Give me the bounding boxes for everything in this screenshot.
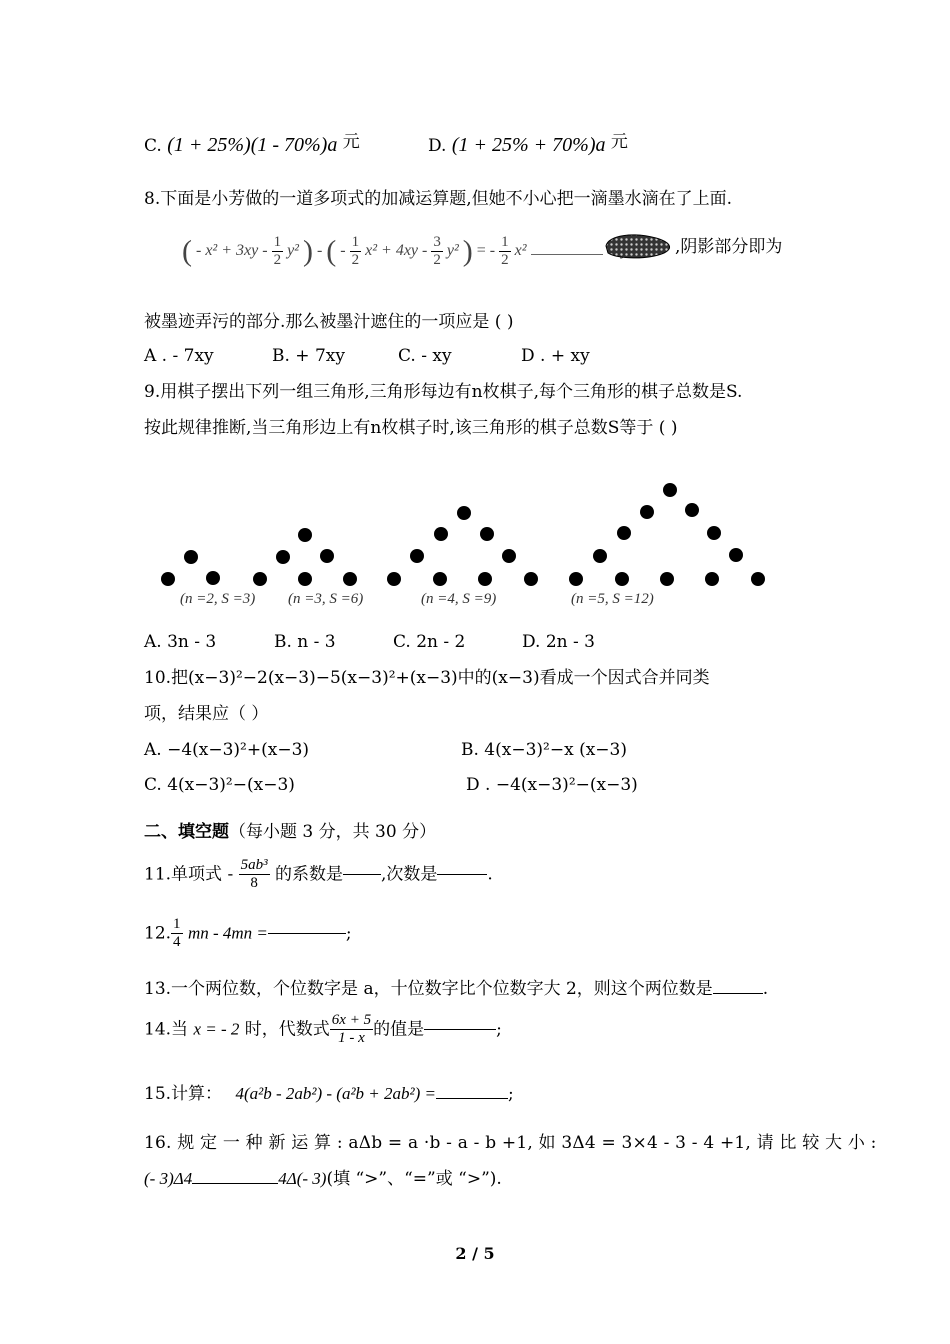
q7-option-c-unit: 元 xyxy=(342,132,360,152)
q7-option-c-label: C. xyxy=(144,136,162,156)
q7-option-d-unit: 元 xyxy=(610,132,628,152)
q15-prefix: 15.计算： xyxy=(144,1084,223,1104)
chess-piece xyxy=(410,549,424,563)
q12-expr: mn - 4mn = xyxy=(187,923,268,943)
section2-note: （每小题 3 分，共 30 分） xyxy=(229,822,437,842)
q7-option-d xyxy=(428,131,628,157)
q12-prefix: 12. xyxy=(144,923,172,944)
q16-line1: 16. 规 定 一 种 新 运 算 : aΔb = a ·b - a - b +1, 如 3Δ4 = 3×4 - 3 - 4 +1, 请 比 较 大 小 : xyxy=(144,1133,877,1153)
chess-piece xyxy=(387,572,401,586)
q14-end: 的值是 xyxy=(373,1019,425,1040)
q11-mid2: ,次数是 xyxy=(381,864,438,885)
q8-equation: ( - x² + 3xy - $\frac{1}{2}$ y² ) - ( - $\frac{1}{2}$ x² + 4xy - $\frac{3}{2}$ y² ) = - $\frac{1}{2}$ x² xyxy=(182,234,633,278)
chess-piece xyxy=(705,572,719,586)
chess-piece xyxy=(729,548,743,562)
q10-option-d: D . −4(x−3)²−(x−3) xyxy=(466,775,638,795)
chess-piece xyxy=(524,572,538,586)
q9-line2: 按此规律推断,当三角形边上有n枚棋子时,该三角形的棋子总数S等于 ( ) xyxy=(144,418,678,438)
chess-piece xyxy=(184,550,198,564)
q14-fraction xyxy=(330,1012,373,1047)
q10-line1: 10.把(x−3)²−2(x−3)−5(x−3)²+(x−3)中的(x−3)看成一个因式合并同类 xyxy=(144,668,710,688)
chess-piece xyxy=(161,572,175,586)
q9-caption-3: (n =4, S =9) xyxy=(421,591,497,607)
q8-option-c: C. - xy xyxy=(398,346,452,366)
chess-piece xyxy=(433,572,447,586)
q14-tail: ; xyxy=(496,1019,502,1040)
q14-prefix: 14.当 xyxy=(144,1019,189,1040)
q10-option-a: A. −4(x−3)²+(x−3) xyxy=(144,740,310,760)
q16-left-expr: (- 3)Δ4 xyxy=(144,1169,193,1188)
q13-text: 13.一个两位数，个位数字是 a，十位数字比个位数字大 2，则这个两位数是 xyxy=(144,979,713,999)
q9-caption-4: (n =5, S =12) xyxy=(571,591,654,607)
q7-option-d-expr: (1 + 25% + 70%)a xyxy=(451,134,606,156)
q12-end: ; xyxy=(345,923,352,944)
chess-piece xyxy=(660,572,674,586)
q14-numerator: 6x + 5 xyxy=(331,1012,372,1028)
chess-piece xyxy=(320,549,334,563)
q8-option-a: A . - 7xy xyxy=(144,346,214,366)
chess-piece xyxy=(478,572,492,586)
q11 xyxy=(144,857,493,903)
q12-fraction xyxy=(171,916,183,951)
q12-numerator: 1 xyxy=(173,916,181,932)
q12-denominator: 4 xyxy=(173,934,181,950)
q12-blank[interactable] xyxy=(268,933,346,934)
q11-end: . xyxy=(487,864,493,885)
q11-blank-1[interactable] xyxy=(343,874,381,875)
q16-fill-hint: (填 “>”、“=”或 “>”). xyxy=(326,1169,502,1189)
q11-numerator: 5ab³ xyxy=(240,857,268,873)
q11-blank-2[interactable] xyxy=(437,874,487,875)
q13 xyxy=(144,978,768,1000)
chess-piece xyxy=(253,572,267,586)
chess-piece xyxy=(707,526,721,540)
page-number: 2 / 5 xyxy=(455,1244,495,1263)
chess-piece xyxy=(615,572,629,586)
chess-piece xyxy=(663,483,677,497)
q16-blank[interactable] xyxy=(192,1183,278,1184)
chess-piece xyxy=(434,527,448,541)
q16-line2 xyxy=(144,1168,502,1190)
q9-line1: 9.用棋子摆出下列一组三角形,三角形每边有n枚棋子,每个三角形的棋子总数是S. xyxy=(144,382,743,402)
ink-blot-icon xyxy=(604,232,674,260)
chess-piece xyxy=(298,528,312,542)
q14-denominator: 1 - x xyxy=(338,1030,365,1046)
q8-shadow-note: ,阴影部分即为 xyxy=(675,237,783,257)
q11-mid: 的系数是 xyxy=(275,864,343,885)
q10-option-c: C. 4(x−3)²−(x−3) xyxy=(144,775,295,795)
chess-piece xyxy=(617,526,631,540)
chess-piece xyxy=(206,571,220,585)
q15-end: ; xyxy=(508,1084,514,1104)
q9-option-a: A. 3n - 3 xyxy=(144,632,217,652)
chess-piece xyxy=(343,572,357,586)
q14-condition: x = - 2 xyxy=(193,1019,240,1039)
q13-blank[interactable] xyxy=(713,993,763,994)
q7-option-c xyxy=(144,131,360,157)
q13-end: . xyxy=(762,979,769,999)
q15-blank[interactable] xyxy=(436,1098,508,1099)
q9-option-d: D. 2n - 3 xyxy=(522,632,595,652)
q12 xyxy=(144,916,352,962)
q16-right-expr: 4Δ(- 3) xyxy=(278,1169,327,1188)
q14-mid: 时，代数式 xyxy=(244,1019,330,1040)
q11-denominator: 8 xyxy=(250,875,258,891)
q8-stem: 8.下面是小芳做的一道多项式的加减运算题,但她不小心把一滴墨水滴在了上面. xyxy=(144,189,733,209)
q11-prefix: 11.单项式 - xyxy=(144,864,234,885)
chess-piece xyxy=(502,549,516,563)
q7-option-d-label: D. xyxy=(428,136,447,156)
chess-piece xyxy=(751,572,765,586)
q8-stem-cont: 被墨迹弄污的部分.那么被墨汁遮住的一项应是 ( ) xyxy=(144,312,514,332)
chess-piece xyxy=(298,572,312,586)
chess-piece xyxy=(685,503,699,517)
q10-option-b: B. 4(x−3)²−x (x−3) xyxy=(461,740,627,760)
q14 xyxy=(144,1012,502,1060)
q11-fraction xyxy=(239,857,270,892)
q15 xyxy=(144,1083,514,1105)
chess-piece xyxy=(276,550,290,564)
q14-blank[interactable] xyxy=(424,1029,496,1030)
q9-option-c: C. 2n - 2 xyxy=(393,632,466,652)
q8-option-b: B. + 7xy xyxy=(272,346,345,366)
chess-piece xyxy=(457,506,471,520)
section2-title: 二、填空题 xyxy=(144,822,229,842)
q8-option-d: D . + xy xyxy=(521,346,590,366)
section2-heading xyxy=(144,821,436,843)
q15-expr: 4(a²b - 2ab²) - (a²b + 2ab²) = xyxy=(235,1084,436,1103)
q9-caption-2: (n =3, S =6) xyxy=(288,591,364,607)
q7-option-c-expr: (1 + 25%)(1 - 70%)a xyxy=(167,134,338,156)
chess-piece xyxy=(480,527,494,541)
q10-line2: 项，结果应（ ） xyxy=(144,704,269,724)
chess-piece xyxy=(569,572,583,586)
q9-option-b: B. n - 3 xyxy=(274,632,336,652)
q9-caption-1: (n =2, S =3) xyxy=(180,591,256,607)
chess-piece xyxy=(593,549,607,563)
chess-piece xyxy=(640,505,654,519)
